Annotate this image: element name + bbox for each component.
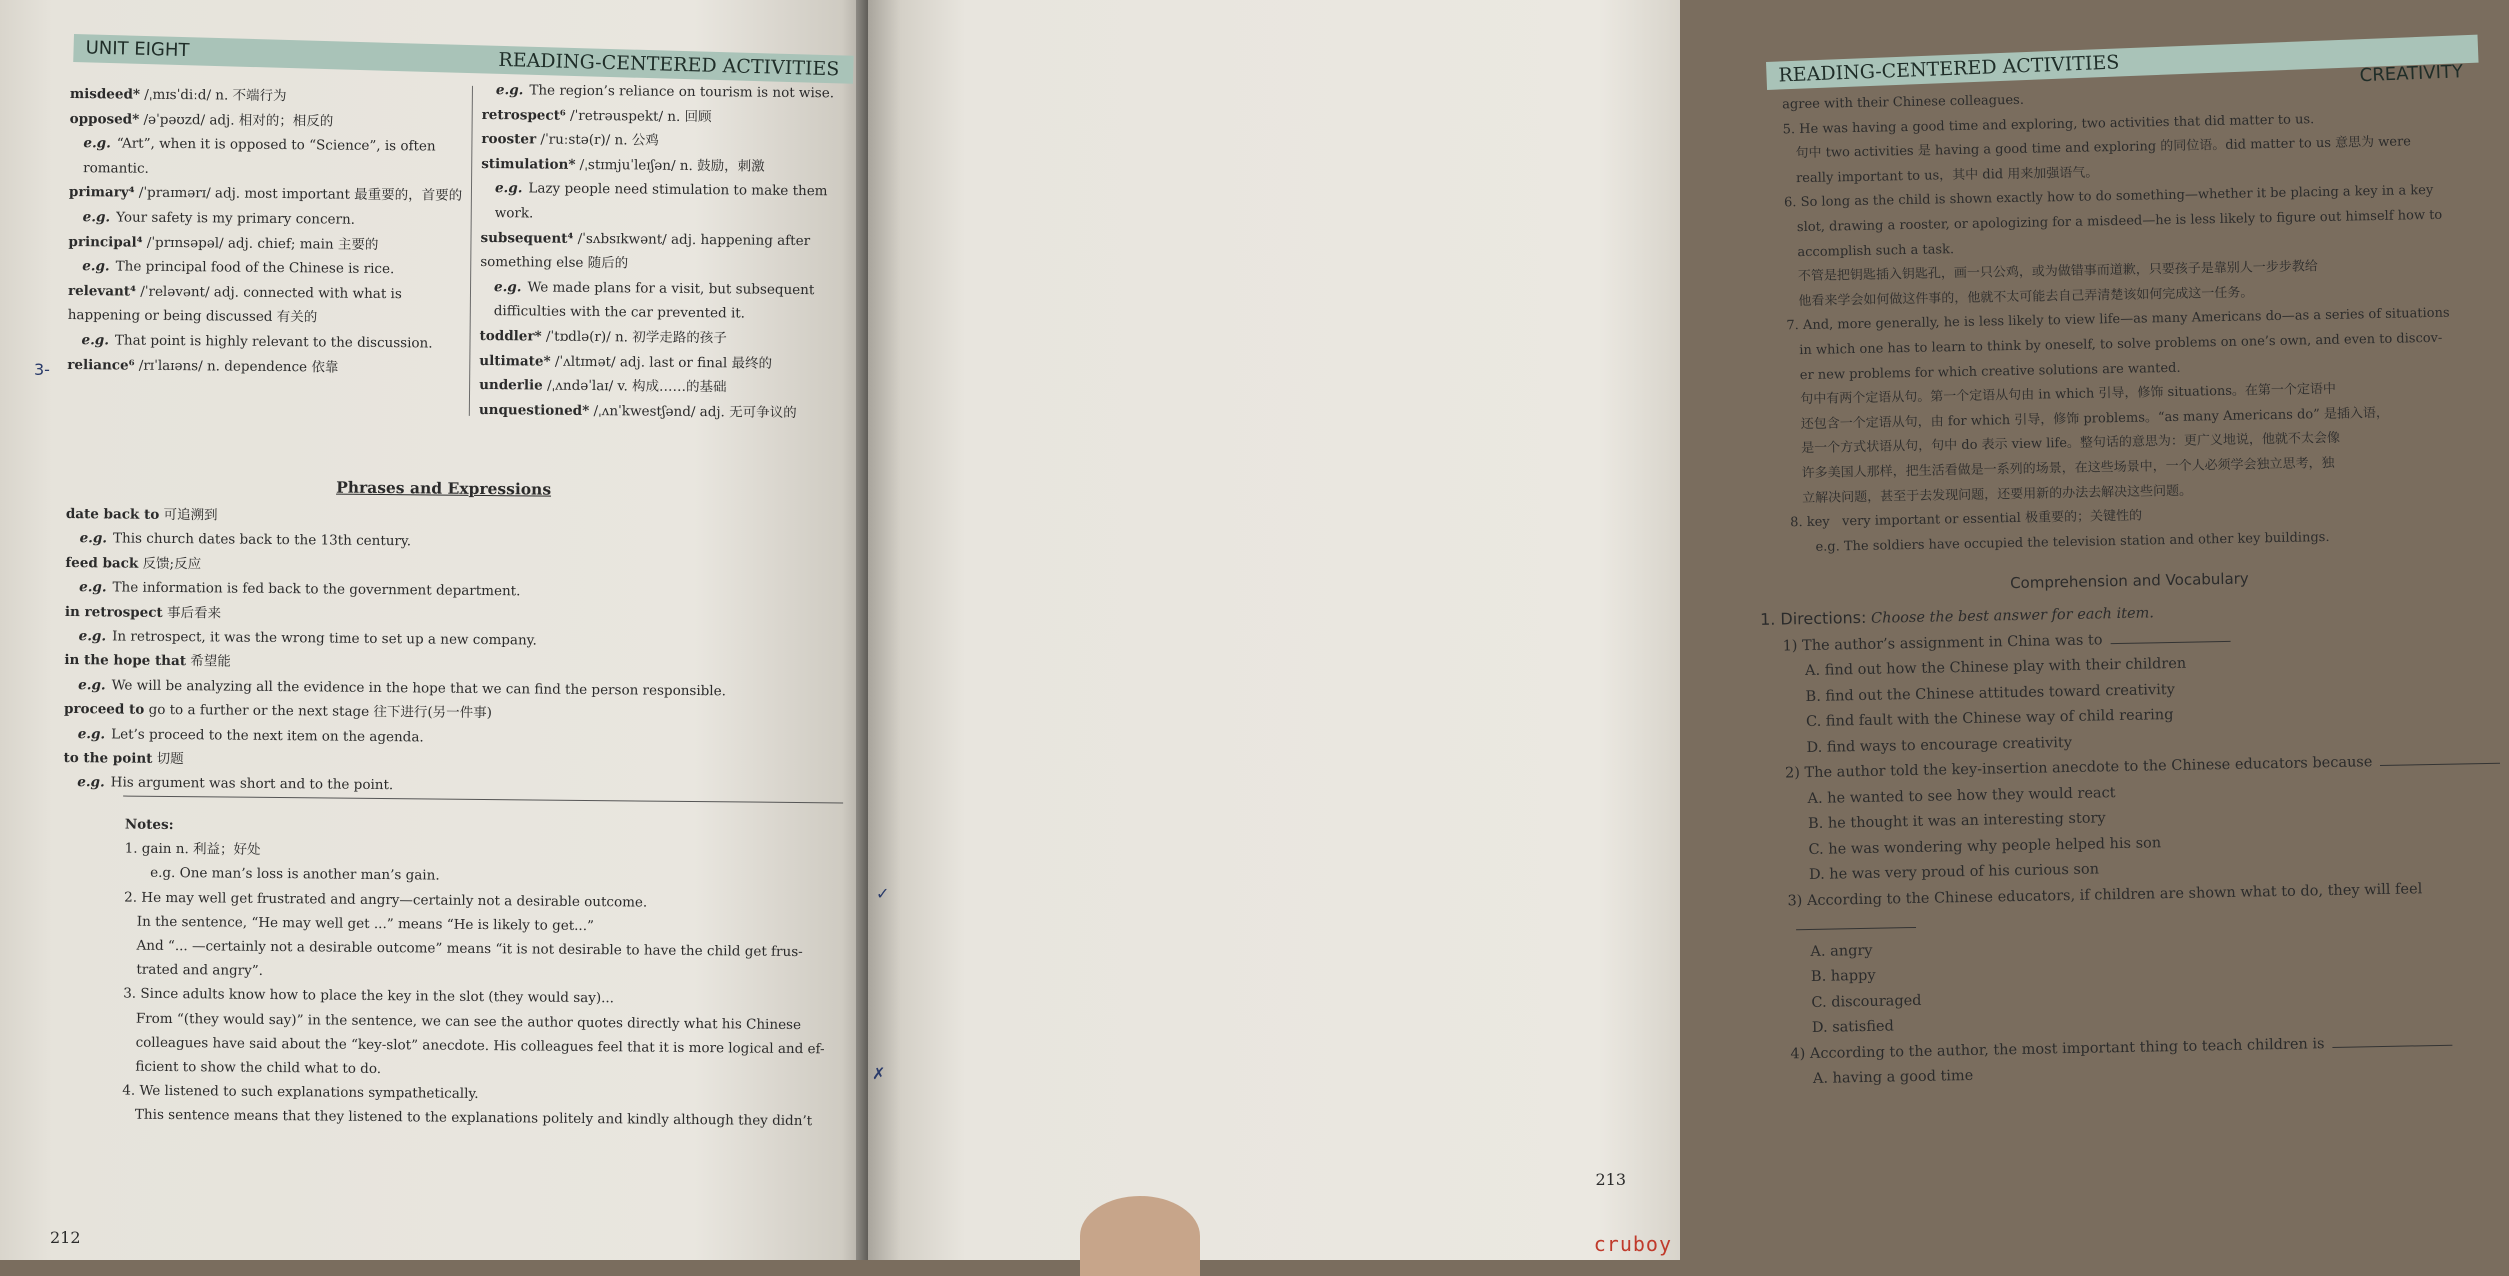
note-line-right: 5. He was having a good time and exploring, two activities that did matter to us. bbox=[1782, 111, 2315, 137]
answer-option: A. he wanted to see how they would react bbox=[1807, 784, 2116, 807]
answer-option: B. he thought it was an interesting story bbox=[1807, 810, 2106, 833]
note-line: 4. We listened to such explanations sympathetically. bbox=[122, 1082, 479, 1103]
left-header-band bbox=[73, 34, 853, 84]
eg-label: e.g. bbox=[77, 774, 105, 791]
eg-label: e.g. bbox=[77, 725, 106, 743]
question-text: 1) The author’s assignment in China was to bbox=[1782, 632, 2103, 655]
right-content bbox=[1750, 80, 2509, 1094]
question-text: 2) The author told the key-insertion anecdote to the Chinese educators because bbox=[1784, 754, 2373, 782]
question-text: 3) According to the Chinese educators, if children are shown what to do, they will feel bbox=[1787, 881, 2423, 910]
note-line-right: 不管是把钥匙插入钥匙孔，画一只公鸡，或为做错事而道歉，只要孩子是靠别人一步步教给 bbox=[1785, 259, 2318, 285]
entry-headword-line bbox=[68, 279, 464, 332]
entry-headword-line bbox=[482, 103, 862, 131]
headword: relevant⁴ bbox=[67, 282, 137, 300]
headword: unquestioned* bbox=[478, 401, 590, 419]
example-text: This church dates back to the 13th century. bbox=[112, 530, 412, 550]
note-line: 1. gain n. 利益；好处 bbox=[124, 840, 261, 859]
handwritten-cross: ✗ bbox=[872, 1064, 886, 1083]
answer-option: A. find out how the Chinese play with their children bbox=[1804, 656, 2187, 680]
answer-option: C. find fault with the Chinese way of child rearing bbox=[1805, 707, 2174, 731]
headword: principal⁴ bbox=[68, 233, 143, 251]
note-line: trated and angry”. bbox=[123, 961, 264, 980]
definition: 反馈;反应 bbox=[138, 555, 202, 573]
unit-label: UNIT EIGHT bbox=[85, 37, 190, 62]
example-text: Lazy people need stimulation to make them work. bbox=[494, 180, 828, 222]
definition: /ˌʌndəˈlaɪ/ v. 构成……的基础 bbox=[542, 377, 727, 396]
note-line: 3. Since adults know how to place the key in the slot (they would say)... bbox=[123, 985, 615, 1007]
entry-headword-line bbox=[68, 230, 464, 258]
headword: date back to bbox=[65, 505, 160, 523]
entry-headword-line bbox=[70, 82, 466, 110]
headword: ultimate* bbox=[479, 352, 551, 370]
headword: reliance⁶ bbox=[67, 356, 135, 374]
note-line-right: agree with their Chinese colleagues. bbox=[1782, 92, 2025, 113]
section-label-right: READING-CENTERED ACTIVITIES bbox=[1778, 51, 2120, 87]
definition: /ˈreləvənt/ adj. connected with what is happening or being discussed 有关的 bbox=[67, 283, 402, 326]
phrases-heading: Phrases and Expressions bbox=[336, 477, 552, 499]
note-line-right: er new problems for which creative solutions are wanted. bbox=[1787, 360, 2181, 383]
definition: /ˌʌnˈkwestʃənd/ adj. 无可争议的 bbox=[589, 402, 797, 421]
watermark: cruboy bbox=[1593, 1232, 1672, 1256]
headword: toddler* bbox=[479, 327, 542, 345]
answer-option: D. satisfied bbox=[1811, 1018, 1894, 1037]
note-line-right: 许多美国人那样，把生活看做是一系列的场景，在这些场景中，一个人必须学会独立思考，独 bbox=[1789, 455, 2335, 482]
definition: /ˈpraɪmərɪ/ adj. most important 最重要的，首要的 bbox=[134, 184, 463, 205]
example-text: We will be analyzing all the evidence in the hope that we can find the person responsible. bbox=[111, 677, 726, 700]
eg-label: e.g. bbox=[83, 135, 111, 152]
example-line bbox=[68, 254, 464, 282]
note-line: And “... —certainly not a desirable outcome” means “it is not desirable to have the child get frus- bbox=[123, 937, 803, 961]
definition: /ˈʌltɪmət/ adj. last or final 最终的 bbox=[550, 353, 773, 372]
note-line-right: e.g. The soldiers have occupied the television station and other key buildings. bbox=[1790, 529, 2330, 555]
headword: to the point bbox=[63, 750, 153, 767]
headword: in the hope that bbox=[64, 652, 187, 670]
note-line-right: 7. And, more generally, he is less likely to view life—as many Americans do—as a series of situations bbox=[1786, 305, 2450, 334]
note-line-right: 他看来学会如何做这件事的，他就不太可能去自己弄清楚该如何完成这一任务。 bbox=[1785, 285, 2254, 310]
note-line: 2. He may well get frustrated and angry—certainly not a desirable outcome. bbox=[124, 889, 648, 911]
note-line-right: 立解决问题，甚至于去发现问题，还要用新的办法去解决这些问题。 bbox=[1789, 483, 2193, 506]
eg-label: e.g. bbox=[79, 530, 108, 547]
entry-headword-line bbox=[70, 107, 466, 135]
vocab-column-2 bbox=[479, 78, 862, 426]
notes-section bbox=[122, 813, 825, 1134]
handwritten-mark: 3- bbox=[34, 360, 50, 379]
answer-option: D. he was very proud of his curious son bbox=[1808, 861, 2100, 884]
notes-heading: Notes: bbox=[124, 816, 174, 834]
note-line: This sentence means that they listened to the explanations politely and kindly although they didn’t bbox=[122, 1106, 813, 1130]
handwritten-check: ✓ bbox=[876, 884, 890, 903]
entry-headword-line bbox=[479, 373, 859, 401]
directions-label: 1. Directions: bbox=[1759, 608, 1867, 630]
note-line-right: 还包含一个定语从句，由 for which 引导，修饰 problems。“as many Americans do” 是插入语， bbox=[1788, 405, 2390, 433]
chapter-label: CREATIVITY bbox=[2359, 61, 2464, 87]
eg-label: e.g. bbox=[82, 209, 111, 226]
answer-option: A. angry bbox=[1810, 942, 1873, 960]
example-text: Your safety is my primary concern. bbox=[116, 209, 356, 228]
note-line-right: really important to us，其中 did 用来加强语气。 bbox=[1783, 165, 2099, 187]
entry-headword-line bbox=[479, 348, 859, 376]
answer-blank bbox=[1796, 915, 1916, 930]
page-number-left: 212 bbox=[50, 1228, 81, 1247]
note-line-right: slot, drawing a rooster, or apologizing for a misdeed—he is less likely to figure out himself how to bbox=[1784, 207, 2443, 236]
example-text: The information is fed back to the government department. bbox=[112, 579, 521, 600]
entry-headword-line bbox=[69, 180, 465, 208]
definition: /ˈretrəuspekt/ n. 回顾 bbox=[565, 107, 712, 125]
left-page bbox=[0, 0, 868, 1260]
definition: go to a further or the next stage 往下进行(另一件事) bbox=[144, 701, 493, 722]
question-text: 4) According to the author, the most important thing to teach children is bbox=[1790, 1035, 2325, 1063]
example-text: We made plans for a visit, but subsequent difficulties with the car prevented it. bbox=[493, 279, 815, 322]
vocab-column-1 bbox=[67, 82, 466, 381]
definition: /ˌmɪsˈdiːd/ n. 不端行为 bbox=[139, 86, 287, 105]
definition: /ˈprɪnsəpəl/ adj. chief; main 主要的 bbox=[142, 234, 379, 253]
definition: /ˈsʌbsɪkwənt/ adj. happening after something else 随后的 bbox=[480, 230, 811, 272]
eg-label: e.g. bbox=[78, 628, 107, 645]
example-line bbox=[69, 205, 465, 233]
answer-option: D. find ways to encourage creativity bbox=[1806, 734, 2073, 756]
eg-label: e.g. bbox=[493, 278, 522, 296]
definition: /ˌstɪmjuˈleɪʃən/ n. 鼓励，刺激 bbox=[575, 156, 765, 175]
headword: retrospect⁶ bbox=[481, 106, 566, 124]
answer-blank bbox=[2380, 751, 2500, 766]
eg-label: e.g. bbox=[82, 258, 110, 275]
comprehension-heading: Comprehension and Vocabulary bbox=[2009, 569, 2249, 593]
answer-option: B. happy bbox=[1810, 968, 1876, 986]
note-line: From “(they would say)” in the sentence, we can see the author quotes directly what his Chinese bbox=[122, 1010, 802, 1033]
example-line bbox=[67, 328, 463, 356]
directions-text: Choose the best answer for each item. bbox=[1866, 605, 2155, 628]
answer-option: C. discouraged bbox=[1811, 992, 1922, 1011]
example-line bbox=[482, 78, 862, 106]
headword: stimulation* bbox=[481, 155, 576, 173]
headword: proceed to bbox=[63, 701, 145, 718]
note-line-right: 是一个方式状语从句，句中 do 表示 view life。整句话的意思为：更广义地说，他就不太会像 bbox=[1788, 431, 2341, 457]
eg-label: e.g. bbox=[495, 82, 524, 99]
example-line bbox=[480, 275, 860, 328]
example-line bbox=[69, 131, 465, 184]
definition: /əˈpəʊzd/ adj. 相对的；相反的 bbox=[139, 111, 334, 130]
column-divider bbox=[469, 86, 473, 416]
question-list bbox=[1760, 620, 2509, 1093]
headword: in retrospect bbox=[64, 603, 163, 621]
note-line-right: 8. key very important or essential 极重要的；关键性的 bbox=[1790, 508, 2143, 531]
notes-list bbox=[122, 837, 825, 1134]
entry-headword-line bbox=[479, 324, 859, 352]
answer-blank bbox=[2332, 1032, 2452, 1047]
headword: primary⁴ bbox=[68, 184, 135, 201]
right-page bbox=[868, 0, 2464, 1260]
headword: subsequent⁴ bbox=[480, 229, 574, 247]
eg-label: e.g. bbox=[78, 676, 106, 694]
answer-option: B. find out the Chinese attitudes toward creativity bbox=[1805, 681, 2175, 705]
note-line-right: 句中 two activities 是 having a good time and exploring 的同位语。did matter to us 意思为 were bbox=[1783, 134, 2412, 162]
answer-option: C. he was wondering why people helped his son bbox=[1808, 835, 2162, 858]
note-line: e.g. One man’s loss is another man’s gain. bbox=[124, 864, 440, 884]
headword: rooster bbox=[481, 131, 537, 148]
definition: 希望能 bbox=[185, 653, 231, 671]
note-line: ficient to show the child what to do. bbox=[122, 1058, 382, 1078]
entry-headword-line bbox=[481, 127, 861, 155]
definition: 可追溯到 bbox=[159, 506, 218, 524]
eg-label: e.g. bbox=[81, 332, 110, 349]
note-line-right: 句中有两个定语从句。第一个定语从句由 in which 引导，修饰 situations。在第一个定语中 bbox=[1787, 381, 2337, 408]
notes-continued bbox=[1750, 80, 2499, 561]
definition: 事后看来 bbox=[162, 604, 222, 622]
note-line: colleagues have said about the “key-slot” anecdote. His colleagues feel that it is more logical and ef- bbox=[122, 1034, 825, 1058]
eg-label: e.g. bbox=[494, 180, 523, 197]
note-line: In the sentence, “He may well get ...” means “He is likely to get...” bbox=[123, 913, 595, 934]
example-text: The region’s reliance on tourism is not wise. bbox=[529, 82, 835, 102]
example-text: “Art”, when it is opposed to “Science”, is often romantic. bbox=[83, 135, 436, 177]
entry-headword-line bbox=[67, 353, 463, 381]
definition: /ˈtɒdlə(r)/ n. 初学走路的孩子 bbox=[541, 328, 727, 347]
headword: feed back bbox=[65, 554, 139, 572]
definition: 切题 bbox=[152, 750, 184, 768]
left-content bbox=[63, 82, 860, 1130]
example-text: His argument was short and to the point. bbox=[110, 774, 394, 794]
note-line-right: accomplish such a task. bbox=[1784, 241, 1955, 260]
answer-option: A. having a good time bbox=[1812, 1068, 1974, 1088]
example-text: Let’s proceed to the next item on the agenda. bbox=[111, 726, 424, 746]
example-text: The principal food of the Chinese is rice. bbox=[115, 258, 395, 278]
headword: underlie bbox=[479, 377, 543, 394]
page-number-right: 213 bbox=[1595, 1170, 1626, 1189]
example-line bbox=[481, 176, 861, 229]
entry-headword-line bbox=[480, 226, 860, 279]
note-line-right: in which one has to learn to think by oneself, to solve problems on one’s own, and even to discov- bbox=[1786, 330, 2443, 359]
answer-blank bbox=[2110, 629, 2230, 644]
note-line-right: 6. So long as the child is shown exactly how to do something—whether it be placing a key in a key bbox=[1783, 183, 2434, 211]
definition: /ˈruːstə(r)/ n. 公鸡 bbox=[536, 131, 659, 149]
thumb-photo-edge bbox=[1080, 1196, 1200, 1276]
headword: opposed* bbox=[69, 110, 140, 128]
eg-label: e.g. bbox=[79, 579, 107, 596]
entry-headword-line bbox=[479, 398, 859, 426]
entry-headword-line bbox=[481, 152, 861, 180]
phrases-list bbox=[63, 502, 846, 802]
definition: /rɪˈlaɪəns/ n. dependence 依靠 bbox=[134, 357, 339, 376]
section-label: READING-CENTERED ACTIVITIES bbox=[498, 48, 840, 81]
example-text: In retrospect, it was the wrong time to set up a new company. bbox=[112, 628, 537, 649]
example-text: That point is highly relevant to the discussion. bbox=[114, 332, 433, 352]
headword: misdeed* bbox=[69, 85, 141, 103]
